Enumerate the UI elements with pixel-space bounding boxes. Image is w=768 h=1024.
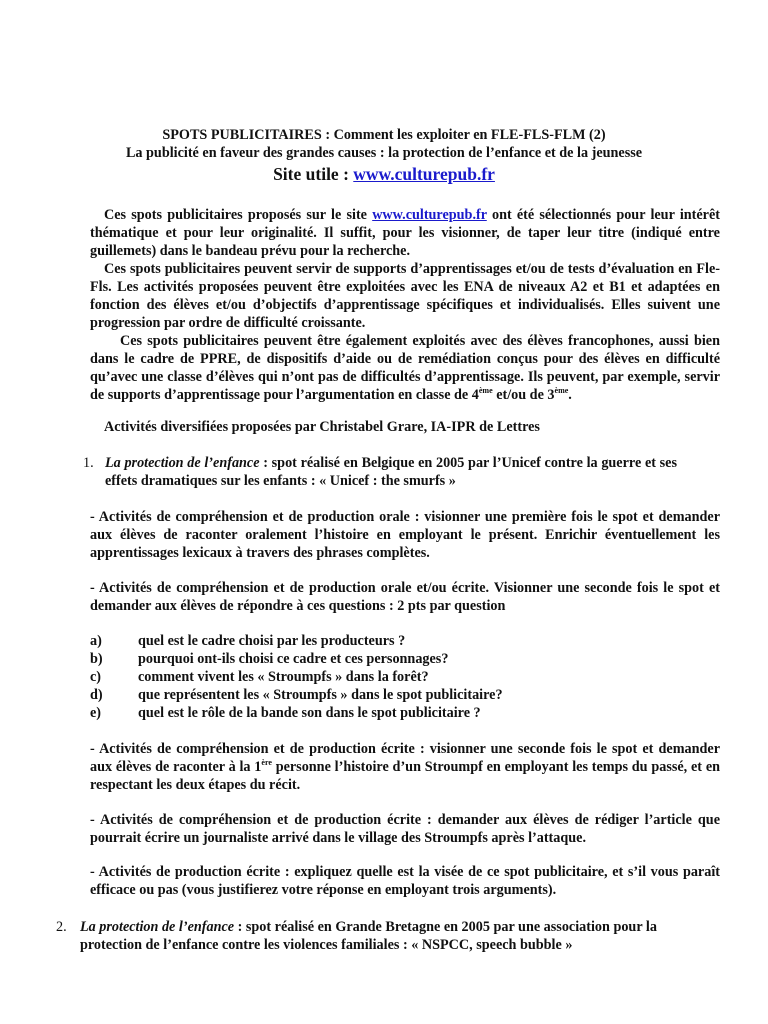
activity-2: - Activités de compréhension et de production orale et/ou écrite. Visionner une seconde fois le spot et demander aux élèves de répondre à ces questions : 2 pts par question	[90, 580, 720, 614]
list-item: c) comment vivent les « Stroumpfs » dans la forêt?	[90, 669, 429, 685]
inline-site-link[interactable]: www.culturepub.fr	[372, 207, 487, 223]
useful-site-line	[0, 163, 768, 185]
section-1	[83, 454, 678, 490]
site-link[interactable]: www.culturepub.fr	[353, 164, 495, 184]
activity-1: - Activités de compréhension et de production orale : visionner une première fois le spot et demander aux élèves de raconter oralement l’histoire en employant le présent. Enrichir éventuellement les apprentissages lexicaux à travers des phrases complètes.	[90, 509, 720, 561]
section-2-text: : spot réalisé en Grande Bretagne en 2005 par une association pour la protection de l’enfance contre les violences familiales : « NSPCC, speech bubble »	[80, 919, 657, 953]
section-2-title: La protection de l’enfance	[80, 919, 235, 935]
list-item: a) quel est le cadre choisi par les producteurs ?	[90, 633, 406, 649]
activity-5: - Activités de production écrite : expliquez quelle est la visée de ce spot publicitaire, et s’il vous paraît efficace ou pas (vous justifierez votre réponse en employant trois arguments).	[90, 864, 720, 898]
intro-paragraph-3: Ces spots publicitaires peuvent être également exploités avec des élèves francophones, aussi bien dans le cadre de PPRE, de dispositifs d’aide ou de remédiation conçus pour des élèves en difficulté qu’avec une classe d’élèves qui n’ont pas de difficultés d’apprentissage. Ils peuvent, par exemple, servir de supports d’apprentissage pour l’argumentation en classe de 4ème et/ou de 3ème.	[90, 333, 720, 403]
section-2	[56, 918, 692, 954]
activity-4: - Activités de compréhension et de production écrite : demander aux élèves de rédiger l’article que pourrait écrire un journaliste arrivé dans le village des Stroumpfs après l’attaque.	[90, 812, 720, 846]
section-2-number: 2.	[56, 919, 67, 935]
list-item: e) quel est le rôle de la bande son dans le spot publicitaire ?	[90, 705, 481, 721]
list-item: d) que représentent les « Stroumpfs » dans le spot publicitaire?	[90, 687, 503, 703]
document-title: SPOTS PUBLICITAIRES : Comment les exploiter en FLE-FLS-FLM (2)	[162, 127, 606, 143]
intro-block	[90, 206, 720, 404]
document-subtitle: La publicité en faveur des grandes causes : la protection de l’enfance et de la jeunesse	[125, 145, 643, 161]
question-list	[90, 632, 590, 722]
intro-paragraph-2: Ces spots publicitaires peuvent servir de supports d’apprentissages et/ou de tests d’évaluation en Fle-Fls. Les activités proposées peuvent être exploitées avec les ENA de niveaux A2 et B1 et adaptées en fonction des élèves et/ou d’objectifs d’apprentissage spécifiques et individualisés. Elles suivent une progression par ordre de difficulté croissante.	[90, 261, 720, 331]
section-1-title: La protection de l’enfance	[105, 455, 260, 471]
activity-3: - Activités de compréhension et de production écrite : visionner une seconde fois le spot et demander aux élèves de raconter à la 1ère personne l’histoire d’un Stroumpf en employant les temps du passé, et en respectant les deux étapes du récit.	[90, 741, 721, 793]
credit-line: Activités diversifiées proposées par Christabel Grare, IA-IPR de Lettres	[104, 419, 540, 435]
intro-paragraph-1: Ces spots publicitaires proposés sur le site www.culturepub.fr ont été sélectionnés pour leur intérêt thématique et pour leur originalité. Il suffit, pour les visionner, de taper leur titre (indiqué entre guillemets) dans le bandeau prévu pour la recherche.	[90, 207, 720, 259]
section-1-number: 1.	[83, 455, 94, 471]
section-1-text: : spot réalisé en Belgique en 2005 par l’Unicef contre la guerre et ses effets dramatiques sur les enfants : « Unicef : the smurfs »	[105, 455, 678, 489]
site-label: Site utile :	[273, 164, 354, 184]
list-item: b) pourquoi ont-ils choisi ce cadre et ces personnages?	[90, 651, 449, 667]
